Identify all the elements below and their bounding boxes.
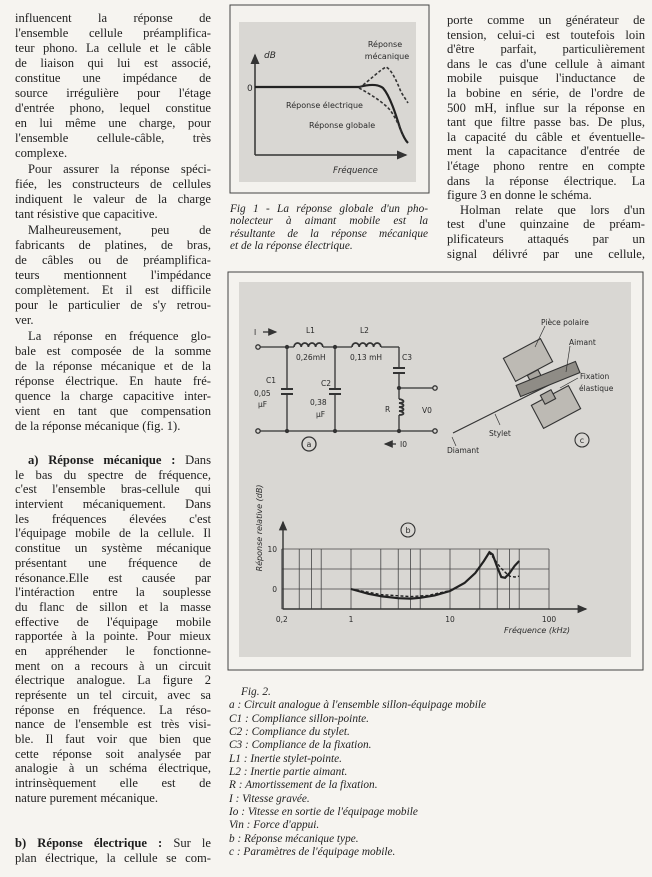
- text-line: vient en tant que compensation: [15, 404, 211, 418]
- text-line: en appréhender le fonctionne-: [15, 643, 211, 658]
- label-l1: L1: [306, 326, 315, 335]
- caption-item: C1 : Compliance sillon-pointe.: [229, 712, 369, 725]
- label-pole-piece: Pièce polaire: [541, 318, 589, 327]
- text-line: l'étage phono rentre en compte: [447, 158, 645, 173]
- text-line: mobile puisque l'inductance de: [447, 71, 645, 86]
- text-line: la bobine en série, de l'ordre de: [447, 85, 645, 100]
- fig1-elec-label: Réponse électrique: [286, 101, 363, 110]
- text-line: indiquent le valeur de la charge: [15, 192, 211, 206]
- caption-item: a : Circuit analogue à l'ensemble sillon-équipage mobile: [229, 699, 487, 712]
- figure-2: [228, 272, 643, 670]
- label-c1: C1: [266, 376, 277, 385]
- text-line: ble. Il faut voir que bien que: [15, 732, 211, 747]
- text-line: cette réponse soit analysée par: [15, 746, 211, 761]
- text-line: intrinsèquement elle est de: [15, 776, 211, 791]
- text-fragment: Sur le: [162, 836, 211, 850]
- text-line: d'entrée phono, lequel constitue: [15, 101, 211, 115]
- text-line: électrique analogue. La figure 2: [15, 673, 211, 688]
- text-line: Malheureusement, peu de: [28, 223, 211, 237]
- marker-c: c: [579, 436, 585, 445]
- label-l1-value: 0,26mH: [296, 353, 326, 362]
- text-line: l'ensemble cellule préamplifica-: [15, 26, 211, 40]
- text-line: constitue un système mécanique: [15, 541, 211, 556]
- x-tick-label: 0,2: [275, 615, 288, 624]
- figure-1: [230, 5, 429, 193]
- label-diamond: Diamant: [447, 446, 480, 455]
- text-line: complètement. Et il est difficile: [15, 283, 211, 297]
- text-line: tant que filtre passe bas. De plus,: [447, 115, 645, 130]
- marker-b: b: [405, 526, 411, 535]
- text-line: teurs mentionnent l'impédance: [15, 268, 211, 282]
- caption-item: b : Réponse mécanique type.: [229, 832, 359, 845]
- label-i0: I0: [400, 440, 407, 449]
- text-line: Fig 1 - La réponse globale d'un pho-: [230, 203, 428, 215]
- text-line: quence la charge capacitive inter-: [15, 389, 211, 403]
- text-line: signal délivré par une cellule,: [447, 246, 645, 261]
- fig1-x-label: Fréquence: [333, 166, 378, 176]
- text-line: de câbles ou de préamplifica-: [15, 253, 211, 267]
- text-fragment: Dans: [175, 453, 211, 467]
- y-tick-label: 0: [272, 585, 277, 594]
- marker-a: a: [306, 440, 312, 449]
- label-l2: L2: [360, 326, 369, 335]
- text-line: réponse électrique. En haute fré-: [15, 374, 211, 388]
- text-line: c'est l'ensemble bras-cellule qui: [15, 482, 211, 497]
- chart-y-label: Réponse relative (dB): [255, 484, 264, 572]
- label-l2-value: 0,13 mH: [350, 353, 383, 362]
- text-line: nance de l'ensemble est très visi-: [15, 717, 211, 732]
- fig1-mech-label: Réponse: [367, 40, 403, 49]
- fig1-y-label: dB: [264, 51, 276, 61]
- text-line: et de la réponse électrique.: [230, 240, 353, 253]
- label-c1-value: 0,05: [254, 389, 271, 398]
- caption-item: L2 : Inertie partie aimant.: [229, 766, 348, 779]
- label-i: I: [254, 328, 257, 337]
- text-line: pour le particulier de s'y retrou-: [15, 298, 211, 312]
- text-line: tension, celui-ci est toutefois loin: [447, 27, 645, 42]
- fig1-mech-label-2: mécanique: [364, 52, 410, 61]
- fig1-zero-label: 0: [247, 84, 253, 94]
- text-line: l'intéraction entre la souplesse: [15, 585, 211, 600]
- caption-item: C3 : Compliance de la fixation.: [229, 739, 372, 752]
- label-v0: V0: [422, 406, 432, 415]
- text-line: 500 mH, influe sur la réponse en: [447, 100, 645, 115]
- text-line: intervient mécaniquement. Dans: [15, 497, 211, 512]
- label-stylus: Stylet: [489, 429, 511, 438]
- text-line: résultante de la réponse mécanique: [230, 227, 428, 240]
- chart-x-label: Fréquence (kHz): [504, 626, 570, 635]
- text-line: ment on a recours à un circuit: [15, 658, 211, 673]
- text-line: source irrégulière pour l'étage: [15, 86, 211, 100]
- caption-item: c : Paramètres de l'équipage mobile.: [229, 846, 396, 859]
- text-line: fabricants de platines, de bras,: [15, 238, 211, 252]
- text-line: rapportée à la pointe. Pour mieux: [15, 629, 211, 644]
- text-line: de liaison qui lui est associé,: [15, 56, 211, 70]
- text-line: complexe.: [15, 146, 68, 160]
- text-line: l'ensemble cellule-câble, très: [15, 131, 211, 145]
- text-line: nature purement mécanique.: [15, 790, 159, 805]
- text-line: la capacité du câble et éventuelle-: [447, 129, 645, 144]
- text-line: constitue une impédance de: [15, 71, 211, 85]
- section-heading: a) Réponse mécanique :: [28, 453, 176, 467]
- text-line: présentant une fréquence de: [15, 555, 211, 570]
- text-line: teur phono. La cellule et le câble: [15, 41, 211, 55]
- text-line: fiée, les constructeurs de cellules: [15, 177, 211, 191]
- text-line: La réponse en fréquence glo-: [28, 329, 211, 343]
- caption-item: L1 : Inertie stylet-pointe.: [229, 752, 342, 765]
- text-line: les fréquences élevées c'est: [15, 511, 211, 526]
- text-line: nolecteur à aimant mobile est la: [230, 215, 428, 228]
- label-c2: C2: [321, 379, 332, 388]
- text-line: influencent la réponse de: [15, 11, 211, 25]
- text-line: de la réponse mécanique (fig. 1).: [15, 419, 181, 433]
- caption-item: Vin : Force d'appui.: [229, 819, 320, 832]
- label-mount-1: Fixation: [580, 372, 610, 381]
- y-tick-label: 10: [267, 545, 277, 554]
- text-line: dans le cas d'une cellule à aimant: [447, 56, 645, 71]
- text-line: l'équipage mobile de la cellule. Il: [15, 526, 211, 541]
- label-c2-unit: µF: [316, 410, 326, 419]
- text-line: représente un tel circuit, avec sa: [15, 688, 211, 702]
- text-line: analogie à un schéma électrique,: [15, 761, 211, 776]
- caption-item: R : Amortissement de la fixation.: [229, 779, 378, 792]
- text-line: plificateurs attaqués par un: [447, 231, 645, 246]
- text-line: résonance.Elle est causée par: [15, 570, 211, 585]
- text-line: figure 3 en donne le schéma.: [447, 188, 592, 203]
- label-magnet: Aimant: [569, 338, 596, 347]
- label-c2-value: 0,38: [310, 398, 327, 407]
- text-line: réponse en fréquence. La réso-: [15, 702, 211, 717]
- section-heading: b) Réponse électrique :: [15, 836, 163, 850]
- text-line: tant résistive que capacitive.: [15, 207, 158, 221]
- x-tick-label: 10: [445, 615, 455, 624]
- label-r: R: [385, 405, 391, 414]
- text-line: Holman relate que lors d'un: [460, 202, 645, 217]
- text-line: d'être parfait, particulièrement: [447, 42, 645, 57]
- caption-item: I : Vitesse gravée.: [229, 792, 310, 805]
- text-line: bale est composée de la somme: [15, 344, 211, 358]
- text-line: de la réponse mécanique et de la: [15, 359, 211, 373]
- text-line: ver.: [15, 313, 34, 327]
- text-line: effective de l'équipage mobile: [15, 614, 211, 629]
- text-line: Pour assurer la réponse spéci-: [28, 162, 211, 176]
- text-line: porte comme un générateur de: [447, 13, 645, 27]
- x-tick-label: 1: [348, 615, 354, 624]
- fig1-global-label: Réponse globale: [309, 121, 376, 130]
- caption-item: Io : Vitesse en sortie de l'équipage mobile: [229, 806, 418, 819]
- text-line: en lui même une charge, pour: [15, 116, 211, 130]
- label-c1-unit: µF: [258, 400, 268, 409]
- text-line: test d'une quinzaine de préam-: [447, 217, 645, 232]
- figure-2-title: Fig. 2.: [241, 686, 271, 698]
- text-line: dans la réponse électrique. La: [447, 173, 645, 188]
- text-line: du flanc de sillon et la masse: [15, 599, 211, 614]
- text-line: le bas du spectre de fréquence,: [15, 467, 211, 482]
- text-line: plan électrique, la cellule se com-: [15, 851, 211, 865]
- label-c3: C3: [402, 353, 413, 362]
- text-line: ment la capacitance d'entrée de: [447, 144, 645, 159]
- caption-item: C2 : Compliance du stylet.: [229, 726, 350, 739]
- label-mount-2: élastique: [579, 384, 614, 393]
- x-tick-label: 100: [541, 615, 557, 624]
